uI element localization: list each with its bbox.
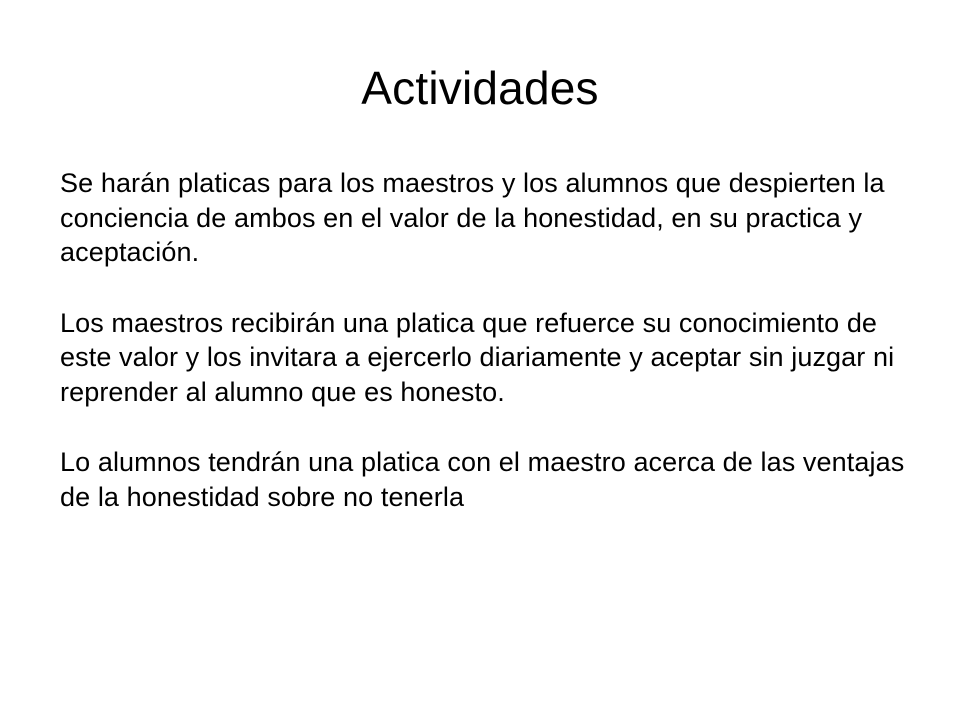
slide-title: Actividades — [361, 62, 599, 114]
body-paragraph-platicas: Se harán platicas para los maestros y los alumnos que despierten la conciencia de ambos en el valor de la honestidad, en su practica y aceptación. — [60, 168, 885, 267]
body-paragraph-maestros: Los maestros recibirán una platica que refuerce su conocimiento de este valor y los invitara a ejercerlo diariamente y aceptar sin juzgar ni reprender al alumno que es honesto. — [60, 307, 895, 407]
slide-body — [60, 166, 920, 514]
body-paragraph-alumnos: Lo alumnos tendrán una platica con el maestro acerca de las ventajas de la honestidad sobre no tenerla — [60, 447, 905, 512]
